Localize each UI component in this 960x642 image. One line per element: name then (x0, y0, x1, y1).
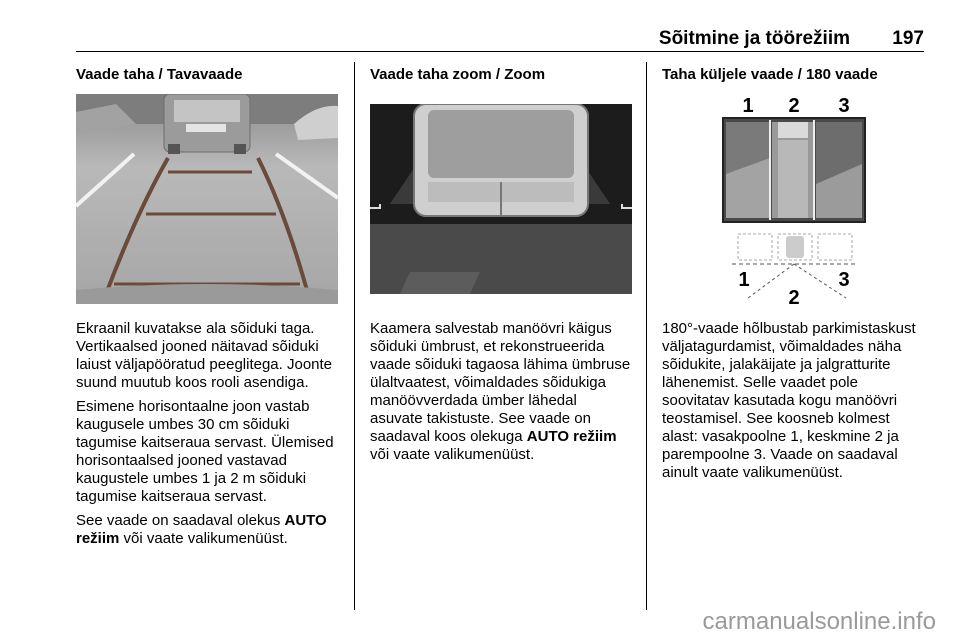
side-view-diagram (722, 94, 866, 306)
diagram-label-top-3: 3 (838, 95, 850, 117)
column-rear-view (76, 66, 344, 88)
zoom-view-text (370, 320, 632, 464)
side-view-illustration (722, 94, 866, 306)
zoom-view-paragraph-1 (370, 320, 632, 464)
diagram-label-bottom-2: 2 (788, 287, 800, 306)
side-view-text (662, 320, 928, 482)
diagram-label-top-2: 2 (788, 95, 800, 117)
text-run: Kaamera salvestab manöövri käigus sõiduki ümbrust, et rekonstrueerida vaade sõiduki tagaosa lähima ümbruse ülaltvaatest, võimaldades sõidukiga manöövverdada ümber lähedal asuvate takistuste. See vaade on saadaval koos olekuga (370, 320, 631, 445)
zoom-camera-illustration (370, 104, 632, 294)
text-run: või vaate valikumenüüst. (370, 446, 535, 463)
section-heading-zoom-view: Vaade taha zoom / Zoom (370, 66, 546, 83)
diagram-label-bottom-3: 3 (838, 269, 850, 291)
rear-view-paragraph-2: Esimene horisontaalne joon vastab kaugusele umbes 30 cm sõiduki tagumise kaitseraua servast. Ülemised horisontaalsed jooned vastavad kaugustele umbes 1 ja 2 m sõiduki tagumise kaitseraua servast. (76, 398, 334, 505)
rear-camera-image (76, 94, 338, 304)
rear-view-paragraph-3 (76, 512, 344, 548)
page-number: 197 (892, 28, 924, 49)
text-run: või vaate valikumenüüst. (119, 530, 288, 547)
diagram-label-top-1: 1 (742, 95, 754, 117)
auto-mode-term: AUTO režiim (76, 512, 327, 547)
zoom-camera-image (370, 104, 632, 294)
auto-mode-term: AUTO režiim (526, 428, 617, 445)
side-view-paragraph-1: 180°-vaade hõlbustab parkimistaskust väljatagurdamist, võimaldades näha sõidukite, jalakäijate ja jalgratturite lähenemist. Selle vaadet pole soovitatav kasutada kogu manöövri teostamisel. See koosneb kolmest alast: vasakpoolne 1, keskmine 2 ja parempoolne 3. Vaade on saadaval ainult vaate valikumenüüst. (662, 320, 916, 481)
column-zoom-view (370, 66, 632, 88)
rear-camera-illustration (76, 94, 338, 304)
rear-view-text (76, 320, 344, 548)
column-divider-1 (354, 62, 355, 610)
page-header (76, 28, 924, 52)
rear-view-paragraph-1: Ekraanil kuvatakse ala sõiduki taga. Vertikaalsed jooned näitavad sõiduki laiust väljapööratud peeglitega. Joonte suund muutub koos rooli asendiga. (76, 320, 333, 391)
page-title: Sõitmine ja töörežiim (658, 28, 850, 49)
text-run: See vaade on saadaval olekus (76, 512, 285, 529)
section-heading-180-view: Taha küljele vaade / 180 vaade (662, 66, 878, 83)
diagram-label-bottom-1: 1 (738, 269, 750, 291)
column-180-view (662, 66, 924, 88)
section-heading-rear-view: Vaade taha / Tavavaade (76, 66, 243, 83)
watermark: carmanualsonline.info (702, 608, 936, 635)
column-divider-2 (646, 62, 647, 610)
